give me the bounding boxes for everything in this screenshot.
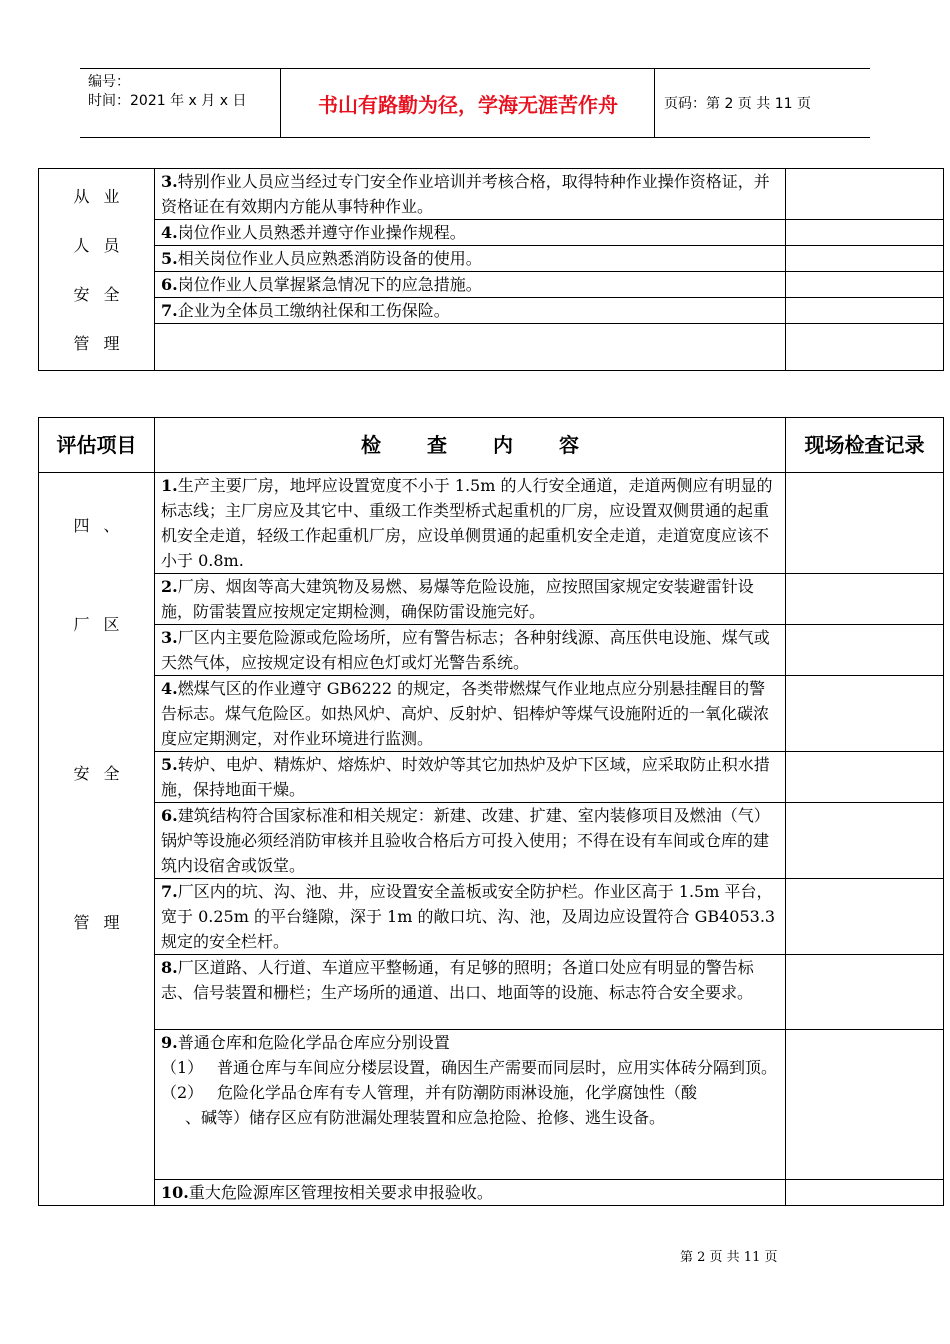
category-line: 人员	[73, 235, 134, 255]
category-line: 管理	[73, 913, 134, 932]
sub-item: （1） 普通仓库与车间应分楼层设置，确因生产需要而同层时，应用实体砖分隔到顶。	[161, 1058, 778, 1077]
record-cell[interactable]	[786, 272, 944, 298]
plant-safety-table	[38, 417, 944, 1206]
check-item: 4.燃煤气区的作业遵守 GB6222 的规定，各类带燃煤气作业地点应分别悬挂醒目的警告标志。煤气危险区。如热风炉、高炉、反射炉、铝棒炉等煤气设施附近的一氧化碳浓度应定期测定，对作业环境进行监测。	[155, 676, 786, 752]
check-item: 9.普通仓库和危险化学品仓库应分别设置 （1） 普通仓库与车间应分楼层设置，确因生产需要而同层时，应用实体砖分隔到顶。 （2） 危险化学品仓库有专人管理，并有防潮防雨淋设施，化学腐蚀性（酸 、碱等）储存区应有防泄漏处理装置和应急抢险、抢修、逃生设备。	[155, 1030, 786, 1180]
check-item: 7.厂区内的坑、沟、池、井，应设置安全盖板或安全防护栏。作业区高于 1.5m 平台，宽于 0.25m 的平台缝隙，深于 1m 的敞口坑、沟、池，及周边应设置符合 GB4053.3 规定的安全栏杆。	[155, 879, 786, 955]
record-cell[interactable]	[786, 473, 944, 574]
category-line: 安全	[73, 284, 134, 304]
col-header-item: 评估项目	[39, 418, 155, 473]
check-item: 5.相关岗位作业人员应熟悉消防设备的使用。	[155, 246, 786, 272]
date-label: 时间：2021 年 x 月 x 日	[88, 93, 247, 109]
check-item: 8.厂区道路、人行道、车道应平整畅通，有足够的照明；各道口处应有明显的警告标志、信号装置和栅栏；生产场所的通道、出口、地面等的设施、标志符合安全要求。	[155, 955, 786, 1030]
check-item: 10.重大危险源库区管理按相关要求申报验收。	[155, 1180, 786, 1206]
category-line: 厂区	[73, 615, 134, 634]
col-header-record: 现场检查记录	[786, 418, 944, 473]
record-cell[interactable]	[786, 676, 944, 752]
record-cell[interactable]	[786, 879, 944, 955]
category-line: 安全	[73, 764, 134, 783]
check-item: 2.厂房、烟囱等高大建筑物及易燃、易爆等危险设施，应按照国家规定安装避雷针设施，防雷装置应按规定定期检测，确保防雷设施完好。	[155, 574, 786, 625]
record-cell[interactable]	[786, 220, 944, 246]
record-cell[interactable]	[786, 324, 944, 371]
category-line: 管理	[73, 333, 134, 353]
record-cell[interactable]	[786, 752, 944, 803]
header-page-info: 页码：第 2 页 共 11 页	[664, 96, 811, 112]
check-item: 6.建筑结构符合国家标准和相关规定：新建、改建、扩建、室内装修项目及燃油（气）锅炉等设施必须经消防审核并且验收合格后方可投入使用；不得在设有车间或仓库的建筑内设宿舍或饭堂。	[155, 803, 786, 879]
record-cell[interactable]	[786, 803, 944, 879]
check-item: 4.岗位作业人员熟悉并遵守作业操作规程。	[155, 220, 786, 246]
record-cell[interactable]	[786, 169, 944, 220]
check-item: 5.转炉、电炉、精炼炉、熔炼炉、时效炉等其它加热炉及炉下区域，应采取防止积水措施，保持地面干燥。	[155, 752, 786, 803]
sub-item: （2） 危险化学品仓库有专人管理，并有防潮防雨淋设施，化学腐蚀性（酸	[161, 1083, 698, 1102]
record-cell[interactable]	[786, 955, 944, 1030]
record-cell[interactable]	[786, 574, 944, 625]
sub-item-tail: 、碱等）储存区应有防泄漏处理装置和应急抢险、抢修、逃生设备。	[185, 1108, 666, 1127]
check-item: 7.企业为全体员工缴纳社保和工伤保险。	[155, 298, 786, 324]
category-cell	[39, 473, 155, 1206]
header-motto: 书山有路勤为径，学海无涯苦作舟	[318, 92, 618, 117]
code-label: 编号：	[88, 74, 130, 90]
col-header-content: 检查内容	[155, 418, 786, 473]
page-header	[80, 68, 870, 138]
check-item: 3.特别作业人员应当经过专门安全作业培训并考核合格，取得特种作业操作资格证，并资格证在有效期内方能从事特种作业。	[155, 169, 786, 220]
category-line: 从业	[73, 186, 134, 206]
check-item: 3.厂区内主要危险源或危险场所，应有警告标志；各种射线源、高压供电设施、煤气或天然气体，应按规定设有相应色灯或灯光警告系统。	[155, 625, 786, 676]
record-cell[interactable]	[786, 625, 944, 676]
check-item: 6.岗位作业人员掌握紧急情况下的应急措施。	[155, 272, 786, 298]
record-cell[interactable]	[786, 298, 944, 324]
staff-safety-table	[38, 168, 944, 371]
record-cell[interactable]	[786, 1030, 944, 1180]
header-meta	[88, 73, 246, 111]
check-item: 1.生产主要厂房，地坪应设置宽度不小于 1.5m 的人行安全通道，走道两侧应有明显的标志线；主厂房应及其它中、重级工作类型桥式起重机的厂房，应设置双侧贯通的起重机安全走道，轻级工作起重机厂房，应设单侧贯通的起重机安全走道，走道宽度应该不小于 0.8m.	[155, 473, 786, 574]
category-line: 四、	[73, 516, 134, 535]
record-cell[interactable]	[786, 1180, 944, 1206]
record-cell[interactable]	[786, 246, 944, 272]
header-divider	[654, 69, 655, 137]
header-divider	[280, 69, 281, 137]
category-cell	[39, 169, 155, 371]
page-footer: 第 2 页 共 11 页	[680, 1250, 778, 1265]
check-item-empty	[155, 324, 786, 371]
